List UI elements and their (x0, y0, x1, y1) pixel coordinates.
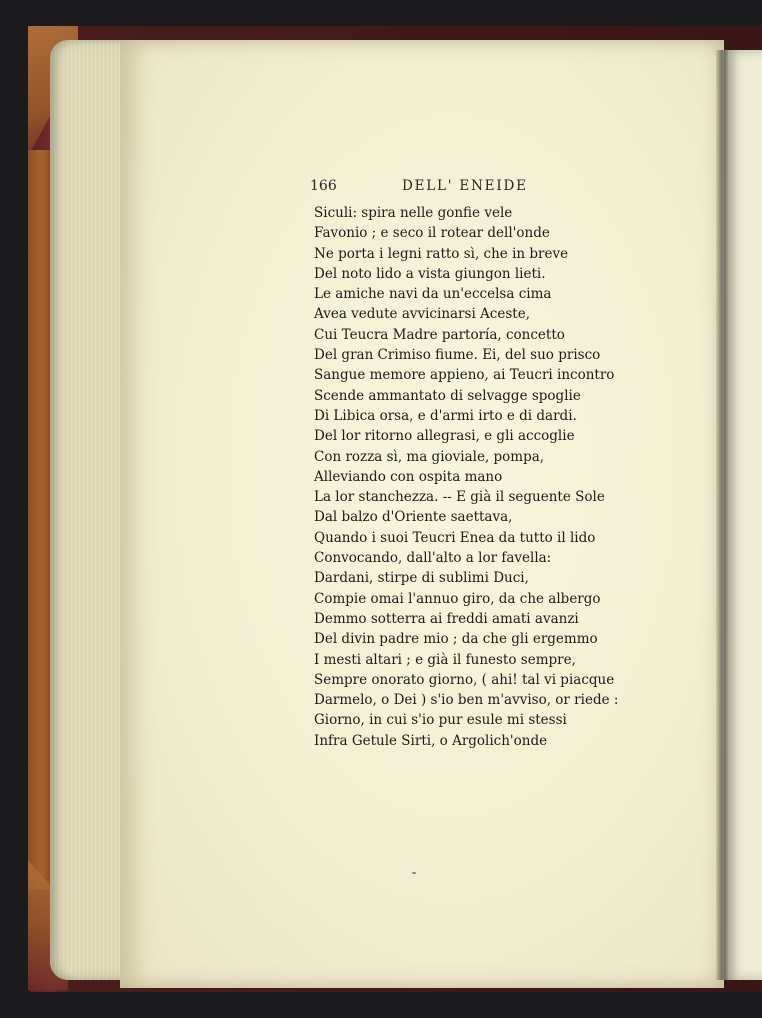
poem-line: Compie omai l'annuo giro, da che albergo (314, 590, 601, 607)
poem-line: Del lor ritorno allegrasi, e gli accoglie (314, 428, 575, 445)
running-head: DELL' ENEIDE (402, 178, 528, 194)
poem-line: Darmelo, o Dei ) s'io ben m'avviso, or riede : (314, 692, 619, 709)
poem-line: Del gran Crimiso fiume. Ei, del suo prisco (314, 347, 601, 364)
poem-line: Del noto lido a vista giungon lieti. (314, 265, 546, 282)
poem-line: Giorno, in cui s'io pur esule mi stessi (314, 712, 567, 729)
page-header (310, 178, 540, 198)
poem-line: La lor stanchezza. -- E già il seguente Sole (314, 489, 605, 506)
paper-fleck (412, 872, 416, 874)
poem-line: Convocando, dall'alto a lor favella: (314, 550, 552, 567)
poem-line: I mesti altari ; e già il funesto sempre, (314, 651, 576, 668)
poem-line: Quando i suoi Teucri Enea da tutto il lido (314, 529, 596, 546)
poem-line: Favonio ; e seco il rotear dell'onde (314, 225, 550, 242)
poem-line: Avea vedute avvicinarsi Aceste, (314, 306, 530, 323)
poem-line: Dal balzo d'Oriente saettava, (314, 509, 513, 526)
poem-line: Infra Getule Sirti, o Argolich'onde (314, 732, 548, 749)
book-gutter (716, 50, 728, 980)
facing-page (724, 50, 762, 980)
poem-line: Scende ammantato di selvagge spoglie (314, 387, 581, 404)
poem-line: Ne porta i legni ratto sì, che in breve (314, 245, 569, 262)
poem-text (314, 203, 694, 751)
poem-line: Del divin padre mio ; da che gli ergemmo (314, 631, 598, 648)
poem-line: Dardani, stirpe di sublimi Duci, (314, 570, 529, 587)
poem-line: Sangue memore appieno, ai Teucri incontro (314, 367, 615, 384)
page-number: 166 (310, 178, 337, 194)
poem-line: Di Libica orsa, e d'armi irto e di dardi. (314, 407, 577, 424)
poem-line: Siculi: spira nelle gonfie vele (314, 205, 513, 221)
poem-line: Sempre onorato giorno, ( ahi! tal vi piacque (314, 671, 615, 688)
poem-line: Alleviando con ospita mano (314, 468, 503, 485)
poem-line: Demmo sotterra ai freddi amati avanzi (314, 610, 579, 627)
poem-line: Le amiche navi da un'eccelsa cima (314, 286, 552, 303)
poem-line: Cui Teucra Madre partoría, concetto (314, 326, 565, 343)
poem-line: Con rozza sì, ma gioviale, pompa, (314, 448, 545, 465)
